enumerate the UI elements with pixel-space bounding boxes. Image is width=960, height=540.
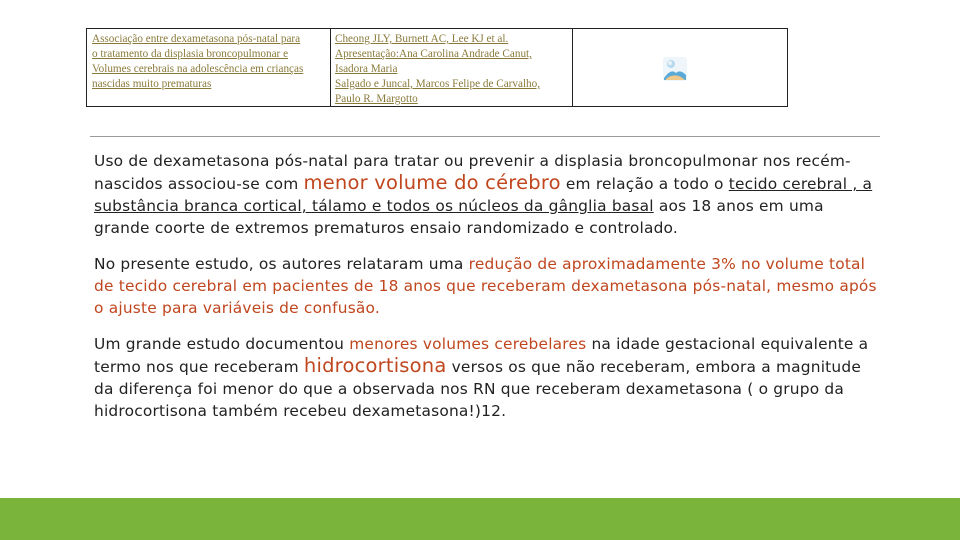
text-span: Uso de dexametasona pós-natal para tratar ou prevenir a displasia broncopulmonar nos recém-nascidos associou-se com: [94, 152, 851, 193]
reference-image-cell: [573, 29, 787, 106]
text-span: Um grande estudo documentou: [94, 335, 350, 353]
reference-author-line[interactable]: Cheong JLY, Burnett AC, Lee KJ et al.: [335, 33, 509, 45]
paragraph-dexamethasone-effects: [94, 150, 884, 239]
reference-title-line[interactable]: Associação entre dexametasona pós-natal para: [92, 33, 301, 45]
reference-author-line[interactable]: Apresentação:Ana Carolina Andrade Canut,: [335, 48, 532, 60]
reference-title-cell: [87, 29, 331, 106]
reference-authors-cell: [331, 29, 573, 106]
divider-line: [90, 136, 880, 137]
reference-author-line[interactable]: Isadora Maria: [335, 63, 398, 75]
main-content: [94, 150, 884, 436]
paragraph-volume-reduction: [94, 253, 884, 319]
highlight-hydrocortisone: hidrocortisona: [303, 354, 447, 377]
reference-title-line[interactable]: Volumes cerebrais na adolescência em crianças: [92, 63, 304, 75]
highlight-volume-reduction: redução de aproximadamente 3% no volume total de tecido cerebral em pacientes de 18 anos que receberam dexametasona pós-natal, mesmo após o ajuste para variáveis de confusão.: [94, 255, 877, 317]
reference-title-line[interactable]: nascidas muito prematuras: [92, 78, 212, 90]
highlight-cerebellar-volumes: menores volumes cerebelares: [349, 335, 587, 353]
reference-table: [86, 28, 788, 107]
underline-brain-regions: tecido cerebral , a substância branca cortical, tálamo e todos os núcleos da gânglia basal: [94, 175, 873, 215]
text-span: aos 18 anos em uma grande coorte de extremos prematuros ensaio randomizado e controlado.: [94, 197, 824, 237]
paragraph-hydrocortisone: [94, 333, 884, 422]
reference-author-line[interactable]: Paulo R. Margotto: [335, 93, 418, 105]
picture-icon: [661, 55, 689, 83]
reference-author-line[interactable]: Salgado e Juncal, Marcos Felipe de Carvalho,: [335, 78, 541, 90]
text-span: em relação a todo o: [560, 175, 729, 193]
highlight-smaller-brain-volume: menor volume do cérebro: [303, 171, 561, 194]
reference-title-line[interactable]: o tratamento da displasia broncopulmonar e: [92, 48, 289, 60]
text-span: No presente estudo, os autores relataram uma: [94, 255, 469, 273]
text-span: na idade gestacional equivalente a termo nos que receberam: [94, 335, 869, 376]
text-span: versos os que não receberam, embora a magnitude da diferença foi menor do que a observada nos RN que receberam dexametasona ( o grupo da hidrocortisona também recebeu dexametasona!)12.: [94, 358, 861, 420]
footer-bar: [0, 498, 960, 540]
